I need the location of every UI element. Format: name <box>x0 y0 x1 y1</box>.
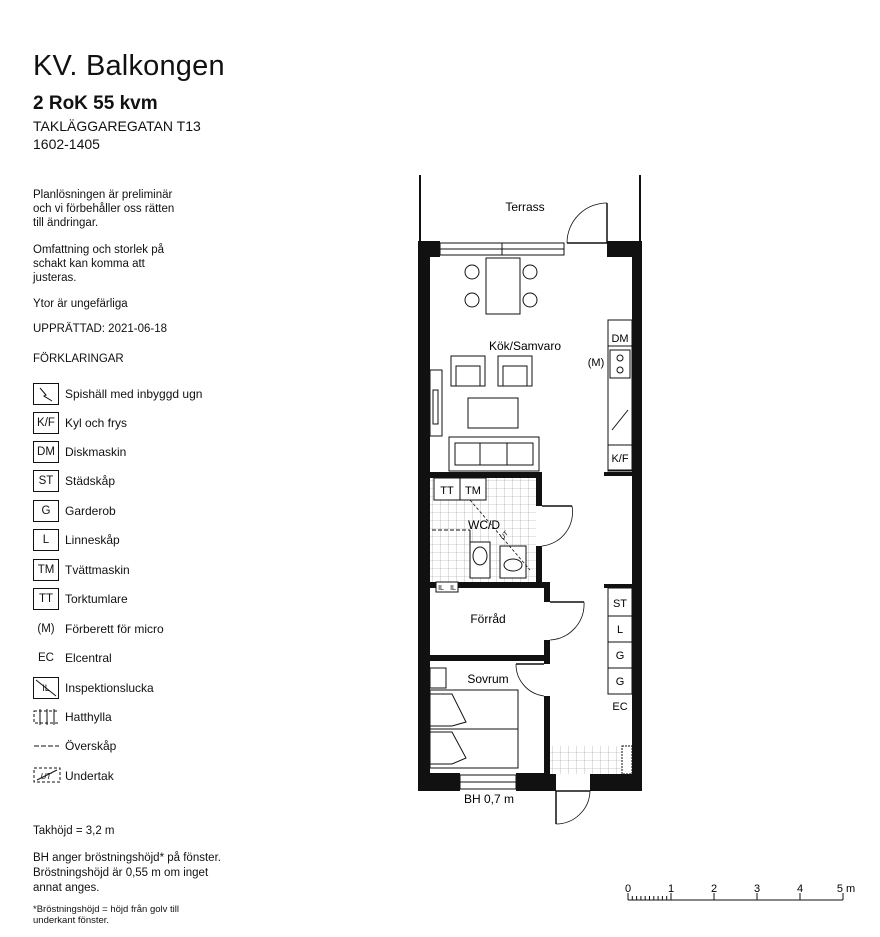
legend-item: IL Inspektionslucka <box>33 676 154 700</box>
balcony-window <box>440 243 564 255</box>
tv-bench <box>430 370 442 436</box>
scale-bar <box>620 880 870 910</box>
address: TAKLÄGGAREGATAN T13 <box>33 118 201 134</box>
note-shafts: Omfattning och storlek på schakt kan komma att justeras. <box>33 244 165 284</box>
legend-item: EC Elcentral <box>38 651 112 665</box>
inspection-label: IL <box>450 585 456 592</box>
inspection-label: IL <box>438 585 444 592</box>
storage-door <box>550 602 584 640</box>
lowered-ceiling-icon: UT <box>33 765 59 787</box>
legend-item: ST Städskåp <box>33 469 115 493</box>
window-note: BH 0,7 m <box>463 792 515 806</box>
armchair <box>451 356 485 386</box>
bathroom-label: WC/D <box>468 518 500 532</box>
armchair <box>498 356 532 386</box>
note-preliminary: Planlösningen är preliminär och vi förbehåller oss rätten till ändringar. <box>33 189 175 229</box>
project-title: KV. Balkongen <box>33 50 225 82</box>
wardrobe-label: G <box>615 676 625 688</box>
electrical-label: EC <box>612 701 628 713</box>
legend-item: Överskåp <box>33 734 116 758</box>
legend-item: L Linneskåp <box>33 528 120 552</box>
cleaning-closet-label: ST <box>612 598 628 610</box>
wardrobe-label: G <box>615 650 625 662</box>
scale-tick: 5 m <box>836 883 856 895</box>
legend-item: TM Tvättmaskin <box>33 558 130 582</box>
scale-tick: 0 <box>624 883 632 895</box>
bedroom-window <box>460 775 516 789</box>
bedroom-label: Sovrum <box>467 672 509 686</box>
scale-tick: 3 <box>753 883 761 895</box>
bathroom-door <box>542 506 573 546</box>
legend-item: UT Undertak <box>33 764 114 788</box>
kitchen-living-label: Kök/Samvaro <box>488 339 562 353</box>
legend-item: G Garderob <box>33 499 116 523</box>
inspection-hatch-icon: IL <box>33 677 59 699</box>
bedroom-door <box>516 664 544 696</box>
sofa <box>449 437 539 471</box>
bh-definition: *Bröstningshöjd = höjd från golv till underkant fönster. <box>33 904 180 926</box>
dishwasher-label: DM <box>611 333 629 345</box>
scale-tick: 1 <box>667 883 675 895</box>
terrace-door <box>567 203 607 243</box>
legend-item: Hatthylla <box>33 705 112 729</box>
legend-item: K/F Kyl och frys <box>33 411 127 435</box>
legend-item: TT Torktumlare <box>33 587 128 611</box>
scale-tick: 2 <box>710 883 718 895</box>
legend-item: Spishäll med inbyggd ugn <box>33 382 202 406</box>
lowered-ceiling-label: UT <box>499 530 511 542</box>
washer-label: TM <box>465 485 481 497</box>
note-created: UPPRÄTTAD: 2021-06-18 <box>33 323 168 335</box>
unit-code: 1602-1405 <box>33 136 100 152</box>
terrace-label: Terrass <box>505 200 545 214</box>
dryer-label: TT <box>440 485 454 497</box>
ceiling-height: Takhöjd = 3,2 m <box>33 825 115 837</box>
unit-size: 2 RoK 55 kvm <box>33 93 158 114</box>
legend-item: DM Diskmaskin <box>33 440 126 464</box>
dining-table <box>465 258 537 314</box>
microwave-label: (M) <box>587 357 605 369</box>
coffee-table <box>468 398 518 428</box>
storage-label: Förråd <box>470 612 506 626</box>
scale-tick: 4 <box>796 883 804 895</box>
legend-item: (M) Förberett för micro <box>37 622 164 636</box>
fridge-label: K/F <box>611 453 629 465</box>
bh-note: BH anger bröstningshöjd* på fönster. Bröstningshöjd är 0,55 m om inget annat anges. <box>33 852 221 894</box>
note-areas: Ytor är ungefärliga <box>33 298 128 310</box>
linen-closet-label: L <box>616 624 624 636</box>
legend-heading: FÖRKLARINGAR <box>33 353 124 365</box>
